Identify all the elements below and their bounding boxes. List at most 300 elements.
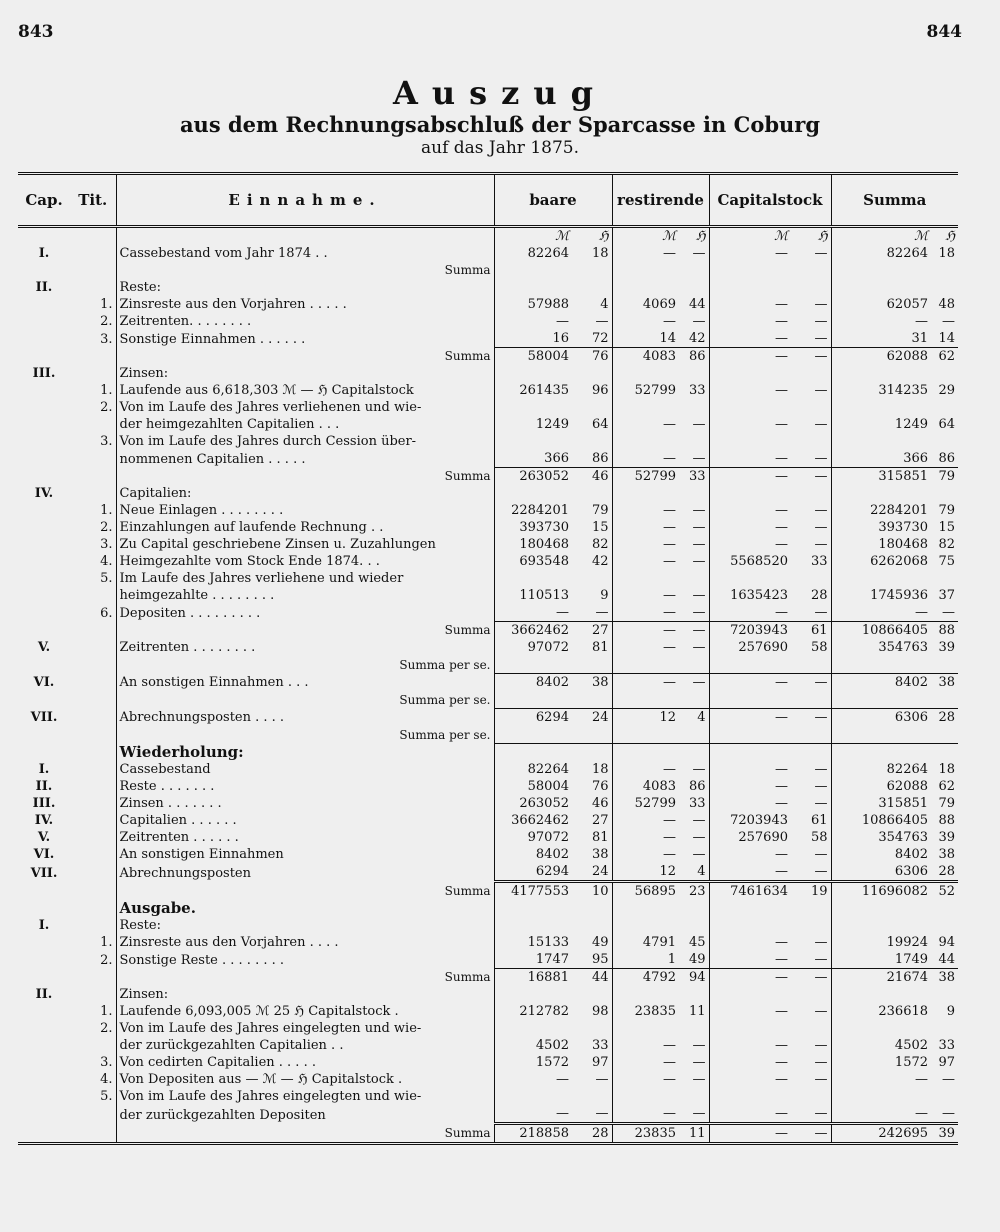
restirende-mark-cell: — <box>663 554 676 569</box>
baare-pf-cell: 4 <box>572 296 612 313</box>
cap-cell: III. <box>32 366 56 381</box>
capitalstock-pf-cell: — <box>791 1054 831 1071</box>
capitalstock-mark-cell: 7203943 <box>730 813 788 828</box>
capitalstock-mark-cell: — <box>775 383 788 398</box>
summa-mark-cell: 4502 <box>894 1038 929 1053</box>
baare-mark-cell <box>494 1088 572 1105</box>
text-cell: Von im Laufe des Jahres eingelegten und wie- <box>116 1020 494 1037</box>
baare-mark-cell: 57988 <box>527 297 569 312</box>
restirende-mark-cell: 23835 <box>634 1004 676 1019</box>
baare-pf-cell: — <box>572 1071 612 1088</box>
restirende-pf-cell <box>679 399 709 416</box>
restirende-mark-cell <box>612 279 679 296</box>
capitalstock-mark-cell <box>709 570 791 587</box>
text-cell <box>116 691 494 709</box>
text-cell: Capitalien . . . . . . <box>116 812 494 829</box>
baare-mark-cell <box>494 744 572 762</box>
tit-cell <box>70 917 116 934</box>
capitalstock-pf-cell: — <box>791 330 831 348</box>
restirende-pf-cell: — <box>679 502 709 519</box>
capitalstock-pf-cell: — <box>791 416 831 433</box>
restirende-mark-cell <box>612 656 679 674</box>
baare-pf-cell: 42 <box>572 553 612 570</box>
tit-cell <box>70 468 116 486</box>
restirende-mark-cell: 12 <box>659 864 676 879</box>
capitalstock-mark-cell: — <box>775 503 788 518</box>
summa-mark-cell: 10866405 <box>861 813 929 828</box>
restirende-pf-cell <box>679 279 709 296</box>
tit-cell <box>70 485 116 502</box>
restirende-mark-cell <box>612 570 679 587</box>
summa-pf-cell: — <box>942 1106 956 1121</box>
restirende-pf-cell: 94 <box>679 969 709 987</box>
summa-pf-cell <box>931 691 958 709</box>
restirende-mark-cell: 56895 <box>612 882 679 901</box>
capitalstock-pf-cell: 28 <box>791 587 831 604</box>
capitalstock-mark-cell: 257690 <box>738 640 788 655</box>
capitalstock-mark-cell: — <box>775 952 788 967</box>
baare-pf-cell <box>572 365 612 382</box>
tit-cell <box>70 744 116 762</box>
cap-cell <box>18 330 70 348</box>
text-cell <box>116 1124 494 1144</box>
capitalstock-mark-cell: — <box>775 864 788 879</box>
baare-mark-cell: 82264 <box>527 246 569 261</box>
summary-row <box>18 622 958 640</box>
baare-mark-cell: 180468 <box>519 537 569 552</box>
tit-cell <box>70 622 116 640</box>
baare-mark-cell: 366 <box>544 451 569 466</box>
cap-cell <box>18 900 70 917</box>
text-cell: Von cedirten Capitalien . . . . . <box>116 1054 494 1071</box>
capitalstock-pf-cell: 58 <box>791 829 831 846</box>
text-cell: Einzahlungen auf laufende Rechnung . . <box>116 519 494 536</box>
text-cell: Neue Einlagen . . . . . . . . <box>116 502 494 519</box>
summa-mark-cell <box>831 986 931 1003</box>
summa-mark-cell: — <box>915 1072 929 1087</box>
restirende-mark-cell <box>612 433 679 450</box>
baare-pf-cell: 81 <box>572 639 612 656</box>
cap-cell <box>18 1124 70 1144</box>
table-row <box>18 1020 958 1037</box>
capitalstock-mark-cell: — <box>775 520 788 535</box>
baare-pf-cell: 28 <box>572 1124 612 1144</box>
summa-mark-cell <box>831 900 931 917</box>
table-row <box>18 1071 958 1088</box>
summa-pf-cell <box>931 744 958 762</box>
unit-mark: ℳ <box>914 229 929 244</box>
baare-pf-cell: 18 <box>572 761 612 778</box>
table-row <box>18 536 958 553</box>
capitalstock-mark-cell: — <box>775 605 788 620</box>
cap-cell <box>18 1071 70 1088</box>
summa-pf-cell: 15 <box>938 520 956 535</box>
cap-cell <box>18 1054 70 1071</box>
restirende-pf-cell: — <box>679 846 709 863</box>
tit-cell <box>70 691 116 709</box>
baare-mark-cell <box>494 917 572 934</box>
table-row <box>18 934 958 951</box>
restirende-mark-cell: 4083 <box>612 348 679 366</box>
capitalstock-pf-cell <box>791 986 831 1003</box>
restirende-pf-cell <box>679 744 709 762</box>
summa-mark-cell <box>831 433 931 450</box>
summa-mark-cell <box>831 917 931 934</box>
table-row <box>18 313 958 330</box>
capitalstock-pf-cell <box>791 900 831 917</box>
restirende-pf-cell: 4 <box>679 709 709 727</box>
summa-pf-cell <box>931 279 958 296</box>
capitalstock-mark-cell: 1635423 <box>730 588 788 603</box>
text-cell: Zeitrenten . . . . . . . . <box>116 639 494 656</box>
unit-row <box>18 227 958 246</box>
table-row <box>18 330 958 348</box>
capitalstock-pf-cell: — <box>791 761 831 778</box>
tit-cell <box>70 587 116 604</box>
restirende-pf-cell: — <box>679 604 709 622</box>
text-cell <box>116 262 494 279</box>
table-row <box>18 1003 958 1020</box>
capitalstock-mark-cell <box>709 399 791 416</box>
restirende-pf-cell: 42 <box>679 330 709 348</box>
summa-mark-cell: 393730 <box>878 520 929 535</box>
summa-mark-cell: — <box>915 314 929 329</box>
baare-pf-cell: 33 <box>572 1037 612 1054</box>
restirende-mark-cell: — <box>663 1038 676 1053</box>
tit-cell <box>70 365 116 382</box>
summa-label: Summa <box>444 970 491 984</box>
cap-cell: II. <box>35 280 53 295</box>
table-row <box>18 829 958 846</box>
summary-row <box>18 656 958 674</box>
capitalstock-pf-cell: — <box>791 502 831 519</box>
header-capitalstock: Capitalstock <box>709 174 831 227</box>
capitalstock-pf-cell <box>791 485 831 502</box>
text-cell: Zinsen . . . . . . . <box>116 795 494 812</box>
baare-pf-cell: 10 <box>572 882 612 901</box>
tit-cell <box>70 1124 116 1144</box>
restirende-mark-cell: — <box>663 762 676 777</box>
unit-mark: ℳ <box>774 229 788 244</box>
baare-mark-cell <box>494 399 572 416</box>
summa-label: Summa per se. <box>399 692 491 707</box>
summa-mark-cell: 82264 <box>886 762 929 777</box>
tit-cell <box>70 416 116 433</box>
table-row <box>18 365 958 382</box>
baare-mark-cell: — <box>556 605 569 620</box>
summa-mark-cell: 366 <box>903 451 929 466</box>
baare-mark-cell: 58004 <box>527 779 569 794</box>
cap-cell <box>18 502 70 519</box>
baare-pf-cell: 38 <box>572 846 612 863</box>
capitalstock-pf-cell: — <box>791 969 831 987</box>
capitalstock-pf-cell: 61 <box>791 622 831 640</box>
tit-cell: 3. <box>70 433 116 450</box>
restirende-pf-cell <box>679 433 709 450</box>
capitalstock-mark-cell <box>709 279 791 296</box>
baare-pf-cell <box>572 1020 612 1037</box>
capitalstock-pf-cell: — <box>791 863 831 882</box>
capitalstock-pf-cell <box>791 279 831 296</box>
restirende-pf-cell <box>679 365 709 382</box>
table-row <box>18 553 958 570</box>
restirende-pf-cell: — <box>679 639 709 656</box>
baare-pf-cell: 24 <box>572 709 612 727</box>
header-row <box>18 174 958 227</box>
cap-cell <box>18 296 70 313</box>
table-row <box>18 570 958 587</box>
header-cap: Cap. <box>18 174 70 227</box>
baare-pf-cell <box>572 1088 612 1105</box>
baare-pf-cell: 97 <box>572 1054 612 1071</box>
summa-mark-cell: 19924 <box>886 935 929 950</box>
baare-mark-cell: 693548 <box>519 554 569 569</box>
restirende-mark-cell <box>612 726 679 744</box>
summa-pf-cell: 97 <box>938 1055 956 1070</box>
table-row <box>18 846 958 863</box>
restirende-pf-cell: — <box>679 245 709 262</box>
capitalstock-pf-cell <box>791 570 831 587</box>
text-cell <box>116 882 494 901</box>
capitalstock-mark-cell <box>709 917 791 934</box>
capitalstock-pf-cell: — <box>791 1037 831 1054</box>
text-cell <box>116 622 494 640</box>
year-line: auf das Jahr 1875. <box>420 138 580 158</box>
restirende-pf-cell <box>679 1020 709 1037</box>
capitalstock-pf-cell: — <box>791 468 831 486</box>
summa-mark-cell <box>831 691 931 709</box>
summa-mark-cell: 314235 <box>878 383 929 398</box>
restirende-pf-cell: 33 <box>679 382 709 399</box>
restirende-mark-cell: 52799 <box>612 468 679 486</box>
capitalstock-mark-cell: 7203943 <box>709 622 791 640</box>
text-cell: An sonstigen Einnahmen . . . <box>116 674 494 692</box>
baare-pf-cell: 46 <box>572 795 612 812</box>
restirende-mark-cell <box>612 1020 679 1037</box>
text-cell: Depositen . . . . . . . . . <box>116 604 494 622</box>
cap-cell <box>18 570 70 587</box>
cap-cell <box>18 313 70 330</box>
text-cell: heimgezahlte . . . . . . . . <box>116 587 494 604</box>
baare-mark-cell: — <box>556 1106 569 1121</box>
summa-mark-cell <box>831 262 931 279</box>
table-row <box>18 399 958 416</box>
summary-row <box>18 726 958 744</box>
baare-pf-cell <box>572 726 612 744</box>
summa-mark-cell: 8402 <box>831 674 931 692</box>
table-row <box>18 450 958 468</box>
summa-mark-cell: — <box>915 605 929 620</box>
summa-mark-cell: 31 <box>911 331 929 346</box>
cap-cell: II. <box>35 987 53 1002</box>
tit-cell <box>70 1037 116 1054</box>
restirende-mark-cell <box>612 485 679 502</box>
summa-pf-cell: 9 <box>946 1004 956 1019</box>
baare-mark-cell: 1249 <box>535 417 569 432</box>
capitalstock-pf-cell: — <box>791 313 831 330</box>
capitalstock-mark-cell <box>709 691 791 709</box>
cap-cell: V. <box>37 640 51 655</box>
summa-pf-cell: 88 <box>931 622 958 640</box>
restirende-mark-cell: — <box>663 314 676 329</box>
baare-pf-cell: 98 <box>572 1003 612 1020</box>
tit-cell: 3. <box>70 330 116 348</box>
table-row <box>18 1105 958 1124</box>
restirende-mark-cell: 1 <box>667 952 676 967</box>
table-row <box>18 778 958 795</box>
summa-pf-cell: 38 <box>931 674 958 692</box>
tit-cell: 2. <box>70 951 116 969</box>
summa-pf-cell: 33 <box>938 1038 956 1053</box>
restirende-mark-cell <box>612 744 679 762</box>
baare-mark-cell <box>494 433 572 450</box>
summa-mark-cell: 315851 <box>878 796 929 811</box>
capitalstock-mark-cell: — <box>709 969 791 987</box>
baare-mark-cell: 97072 <box>527 830 569 845</box>
summa-pf-cell: 14 <box>938 331 956 346</box>
summa-pf-cell: — <box>942 314 956 329</box>
capitalstock-pf-cell: — <box>791 536 831 553</box>
summa-mark-cell <box>831 1088 931 1105</box>
restirende-pf-cell <box>679 485 709 502</box>
capitalstock-mark-cell <box>709 485 791 502</box>
restirende-mark-cell <box>612 399 679 416</box>
summa-pf-cell: 79 <box>938 796 956 811</box>
capitalstock-mark-cell <box>709 1088 791 1105</box>
restirende-mark-cell: — <box>663 537 676 552</box>
tit-cell <box>70 969 116 987</box>
capitalstock-mark-cell: — <box>775 417 788 432</box>
summa-mark-cell: 6306 <box>831 709 931 727</box>
cap-cell <box>18 468 70 486</box>
restirende-mark-cell <box>612 986 679 1003</box>
restirende-pf-cell: — <box>679 1054 709 1071</box>
table-row <box>18 1037 958 1054</box>
baare-mark-cell <box>494 365 572 382</box>
tit-cell <box>70 1105 116 1124</box>
restirende-pf-cell: 23 <box>679 882 709 901</box>
table-row <box>18 604 958 622</box>
summa-mark-cell: 354763 <box>878 640 929 655</box>
summa-pf-cell: 79 <box>931 468 958 486</box>
baare-mark-cell: 82264 <box>527 762 569 777</box>
tit-cell: 1. <box>70 934 116 951</box>
capitalstock-mark-cell: — <box>775 1106 788 1121</box>
restirende-mark-cell <box>612 262 679 279</box>
restirende-pf-cell: — <box>679 812 709 829</box>
tit-cell: 3. <box>70 536 116 553</box>
cap-cell <box>18 1037 70 1054</box>
baare-mark-cell: 212782 <box>519 1004 569 1019</box>
summa-pf-cell: 28 <box>931 709 958 727</box>
restirende-pf-cell: — <box>679 761 709 778</box>
summa-label: Summa <box>444 623 491 637</box>
capitalstock-pf-cell <box>791 433 831 450</box>
restirende-pf-cell: — <box>679 1037 709 1054</box>
summa-pf-cell <box>931 399 958 416</box>
restirende-mark-cell <box>612 917 679 934</box>
summa-pf-cell <box>931 1088 958 1105</box>
capitalstock-pf-cell <box>791 726 831 744</box>
baare-mark-cell: 263052 <box>519 796 569 811</box>
baare-mark-cell: 110513 <box>519 588 569 603</box>
unit-pf: ℌ <box>572 227 612 246</box>
cap-cell <box>18 416 70 433</box>
summa-mark-cell: 242695 <box>831 1124 931 1144</box>
capitalstock-pf-cell: — <box>791 709 831 727</box>
baare-pf-cell <box>572 744 612 762</box>
tit-cell <box>70 829 116 846</box>
summary-row <box>18 882 958 901</box>
capitalstock-pf-cell <box>791 399 831 416</box>
text-cell: Von im Laufe des Jahres eingelegten und wie- <box>116 1088 494 1105</box>
cap-cell <box>18 382 70 399</box>
restirende-pf-cell <box>679 262 709 279</box>
capitalstock-mark-cell: 257690 <box>738 830 788 845</box>
text-cell: Von Depositen aus — ℳ — ℌ Capitalstock . <box>116 1071 494 1088</box>
text-cell: An sonstigen Einnahmen <box>116 846 494 863</box>
summa-pf-cell: 75 <box>938 554 956 569</box>
baare-mark-cell: 1572 <box>535 1055 569 1070</box>
cap-cell: VI. <box>33 675 55 690</box>
tit-cell <box>70 348 116 366</box>
baare-mark-cell: 58004 <box>494 348 572 366</box>
capitalstock-mark-cell: — <box>775 1072 788 1087</box>
summa-pf-cell: — <box>942 1072 956 1087</box>
capitalstock-mark-cell: — <box>709 1124 791 1144</box>
summa-mark-cell: 8402 <box>894 847 929 862</box>
cap-cell: VI. <box>33 847 55 862</box>
restirende-pf-cell: — <box>679 622 709 640</box>
capitalstock-mark-cell <box>709 744 791 762</box>
summa-mark-cell: 2284201 <box>870 503 929 518</box>
text-cell: Laufende aus 6,618,303 ℳ — ℌ Capitalstock <box>116 382 494 399</box>
summa-mark-cell <box>831 726 931 744</box>
text-cell: Zinsreste aus den Vorjahren . . . . . <box>116 296 494 313</box>
table-row <box>18 761 958 778</box>
text-cell: der heimgezahlten Capitalien . . . <box>116 416 494 433</box>
summa-pf-cell: 18 <box>938 246 956 261</box>
baare-pf-cell: 86 <box>572 450 612 468</box>
cap-cell <box>18 1105 70 1124</box>
baare-mark-cell: — <box>556 1072 569 1087</box>
text-cell: Von im Laufe des Jahres durch Cession über- <box>116 433 494 450</box>
cap-cell <box>18 399 70 416</box>
restirende-mark-cell: 12 <box>612 709 679 727</box>
capitalstock-pf-cell <box>791 1020 831 1037</box>
cap-cell: I. <box>38 762 50 777</box>
summa-pf-cell: 86 <box>938 451 956 466</box>
summa-pf-cell: 29 <box>938 383 956 398</box>
unit-pf: ℌ <box>679 227 709 246</box>
capitalstock-mark-cell: — <box>775 935 788 950</box>
tit-cell: 1. <box>70 1003 116 1020</box>
baare-pf-cell <box>572 570 612 587</box>
cap-cell: IV. <box>34 813 54 828</box>
summa-pf-cell: — <box>942 605 956 620</box>
baare-mark-cell: 1747 <box>535 952 569 967</box>
text-cell <box>116 468 494 486</box>
baare-pf-cell <box>572 986 612 1003</box>
summary-row <box>18 348 958 366</box>
text-cell: Reste: <box>116 917 494 934</box>
summa-pf-cell: 44 <box>938 952 956 967</box>
restirende-pf-cell <box>679 917 709 934</box>
capitalstock-mark-cell <box>709 365 791 382</box>
summa-pf-cell: 39 <box>938 830 956 845</box>
page-number-right: 844 <box>926 22 962 42</box>
baare-pf-cell: 76 <box>572 778 612 795</box>
